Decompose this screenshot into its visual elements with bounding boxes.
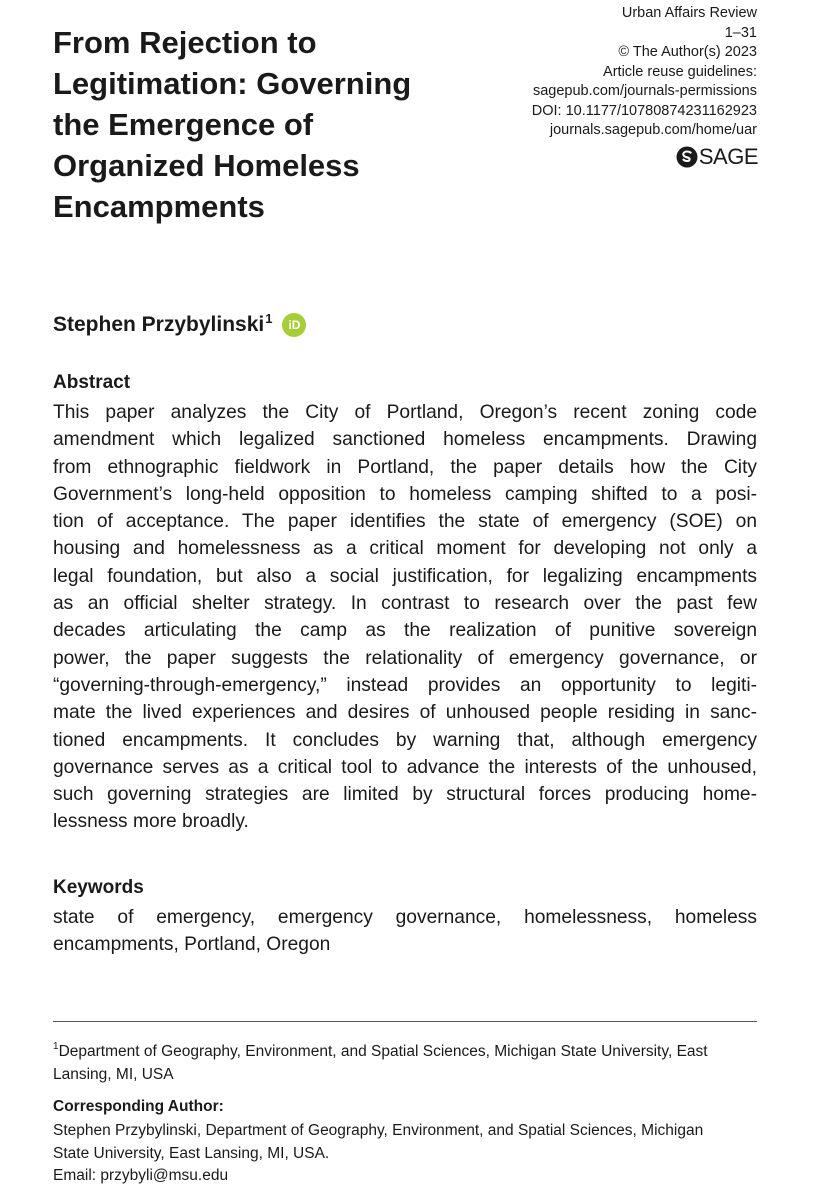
- abstract-line: legal foundation, but also a social justification, for legalizing encampments: [53, 565, 757, 587]
- abstract-line: lessness more broadly.: [53, 811, 249, 833]
- affiliation-mark: 1: [53, 1041, 59, 1052]
- keywords-line: encampments, Portland, Oregon: [53, 934, 331, 956]
- corresponding-email[interactable]: Email: przybyli@msu.edu: [53, 1167, 229, 1184]
- abstract-heading: Abstract: [53, 372, 131, 393]
- title-line: Legitimation: Governing: [53, 66, 412, 101]
- doi[interactable]: DOI: 10.1177/10780874231162923: [531, 102, 757, 119]
- abstract-line: tion of acceptance. The paper identifies the state of emergency (SOE) on: [53, 511, 757, 533]
- sage-s-icon: [676, 146, 698, 168]
- affiliation-footnote: [53, 1037, 757, 1086]
- abstract-line: as an official shelter strategy. In contrast to research over the past few: [53, 593, 757, 615]
- abstract-line: housing and homelessness as a critical moment for developing not only a: [53, 538, 757, 560]
- title-line: the Emergence of: [53, 107, 314, 142]
- orcid-icon[interactable]: iD: [282, 313, 306, 337]
- journal-name: Urban Affairs Review: [621, 5, 757, 21]
- corresponding-author-heading: Corresponding Author:: [53, 1098, 224, 1115]
- title-line: Organized Homeless: [53, 148, 360, 183]
- corresponding-line: Stephen Przybylinski, Department of Geography, Environment, and Spatial Sciences, Michigan: [53, 1122, 704, 1139]
- corresponding-line: State University, East Lansing, MI, USA.: [53, 1144, 330, 1162]
- abstract-line: such governing strategies are limited by structural forces producing home-: [53, 784, 757, 806]
- keywords-line: state of emergency, emergency governance, homelessness, homeless: [53, 907, 757, 928]
- abstract-line: Government’s long-held opposition to homeless camping shifted to a posi-: [53, 483, 757, 505]
- journal-info: [532, 4, 757, 141]
- journal-homepage-link[interactable]: journals.sagepub.com/home/uar: [549, 122, 757, 138]
- copyright: © The Author(s) 2023: [618, 44, 757, 60]
- author-affiliation-mark: 1: [265, 311, 273, 326]
- title-line: From Rejection to: [53, 25, 317, 60]
- title-line: Encampments: [53, 189, 265, 224]
- abstract-line: power, the paper suggests the relationality of emergency governance, or: [53, 647, 757, 669]
- abstract-line: mate the lived experiences and desires of unhoused people residing in sanc-: [53, 702, 757, 724]
- keywords-text: [53, 904, 757, 959]
- affiliation-line: [53, 1037, 757, 1064]
- sage-wordmark: SAGE: [698, 144, 758, 169]
- author-name: Stephen Przybylinski: [53, 313, 265, 336]
- abstract-line: “governing-through-emergency,” instead provides an opportunity to legiti-: [53, 674, 757, 696]
- abstract-line: decades articulating the camp as the realization of punitive sovereign: [53, 620, 757, 642]
- abstract-line: governance serves as a critical tool to advance the interests of the unhoused,: [53, 756, 757, 778]
- page-range: 1–31: [724, 24, 757, 41]
- permissions-link[interactable]: sagepub.com/journals-permissions: [532, 83, 757, 99]
- abstract-line: from ethnographic fieldwork in Portland, the paper details how the City: [53, 456, 757, 478]
- affiliation-line: Lansing, MI, USA: [53, 1065, 174, 1083]
- keywords-heading: Keywords: [53, 877, 144, 898]
- author-line: [53, 313, 306, 337]
- abstract-text: [53, 399, 757, 836]
- abstract-line: amendment which legalized sanctioned homeless encampments. Drawing: [53, 429, 757, 451]
- affiliation-text: Department of Geography, Environment, and Spatial Sciences, Michigan State University, East: [58, 1043, 708, 1061]
- article-title: [53, 22, 503, 227]
- publisher-logo: [676, 146, 758, 168]
- reuse-label: Article reuse guidelines:: [603, 63, 757, 80]
- abstract-line: tioned encampments. It concludes by warning that, although emergency: [53, 729, 757, 751]
- abstract-line: This paper analyzes the City of Portland, Oregon’s recent zoning code: [53, 402, 757, 423]
- corresponding-author-details: [53, 1120, 757, 1188]
- footnote-divider: [53, 1021, 757, 1022]
